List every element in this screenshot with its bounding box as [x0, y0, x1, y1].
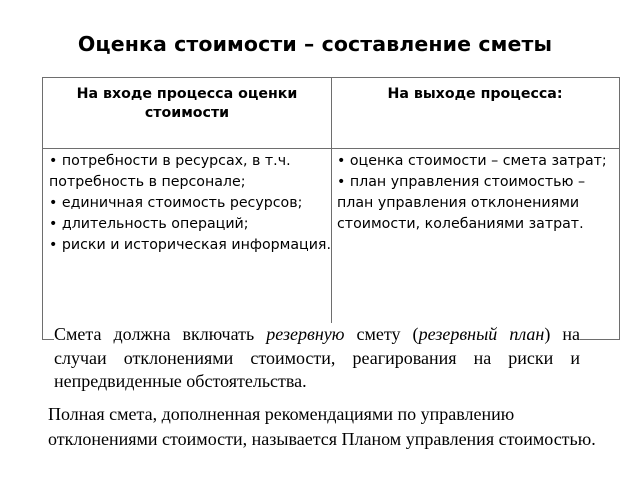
- list-item: • план управления стоимостью – план управления отклонениями стоимости, колебаниями затрат.: [337, 174, 586, 232]
- list-item: • оценка стоимости – смета затрат;: [337, 153, 607, 169]
- note-text: Смета должна включать: [54, 324, 267, 344]
- output-items-list: [337, 151, 618, 235]
- list-item: • единичная стоимость ресурсов;: [49, 195, 303, 211]
- note-text: смету (: [344, 324, 419, 344]
- note-emphasis: резервный план: [418, 324, 545, 344]
- output-column-header: На выходе процесса:: [387, 86, 563, 102]
- input-column-header: На входе процесса оценки стоимости: [76, 86, 298, 121]
- input-items-list: [49, 151, 333, 256]
- list-item: • длительность операций;: [49, 216, 249, 232]
- summary-paragraph: Полная смета, дополненная рекомендациями по управлению отклонениями стоимости, называется Планом управления стоимостью.: [48, 404, 596, 449]
- note-text: ) на случаи отклонениями стоимости, реагирования на риски и непредвиденные обстоятельства.: [54, 324, 581, 391]
- note-emphasis: резервную: [266, 324, 345, 344]
- table-header-divider: [42, 148, 620, 149]
- list-item: • риски и историческая информация.: [49, 237, 331, 253]
- slide-title: Оценка стоимости – составление сметы: [77, 32, 553, 56]
- list-item: • потребности в ресурсах, в т.ч. потребность в персонале;: [49, 153, 291, 190]
- reserve-estimate-note: [54, 323, 580, 394]
